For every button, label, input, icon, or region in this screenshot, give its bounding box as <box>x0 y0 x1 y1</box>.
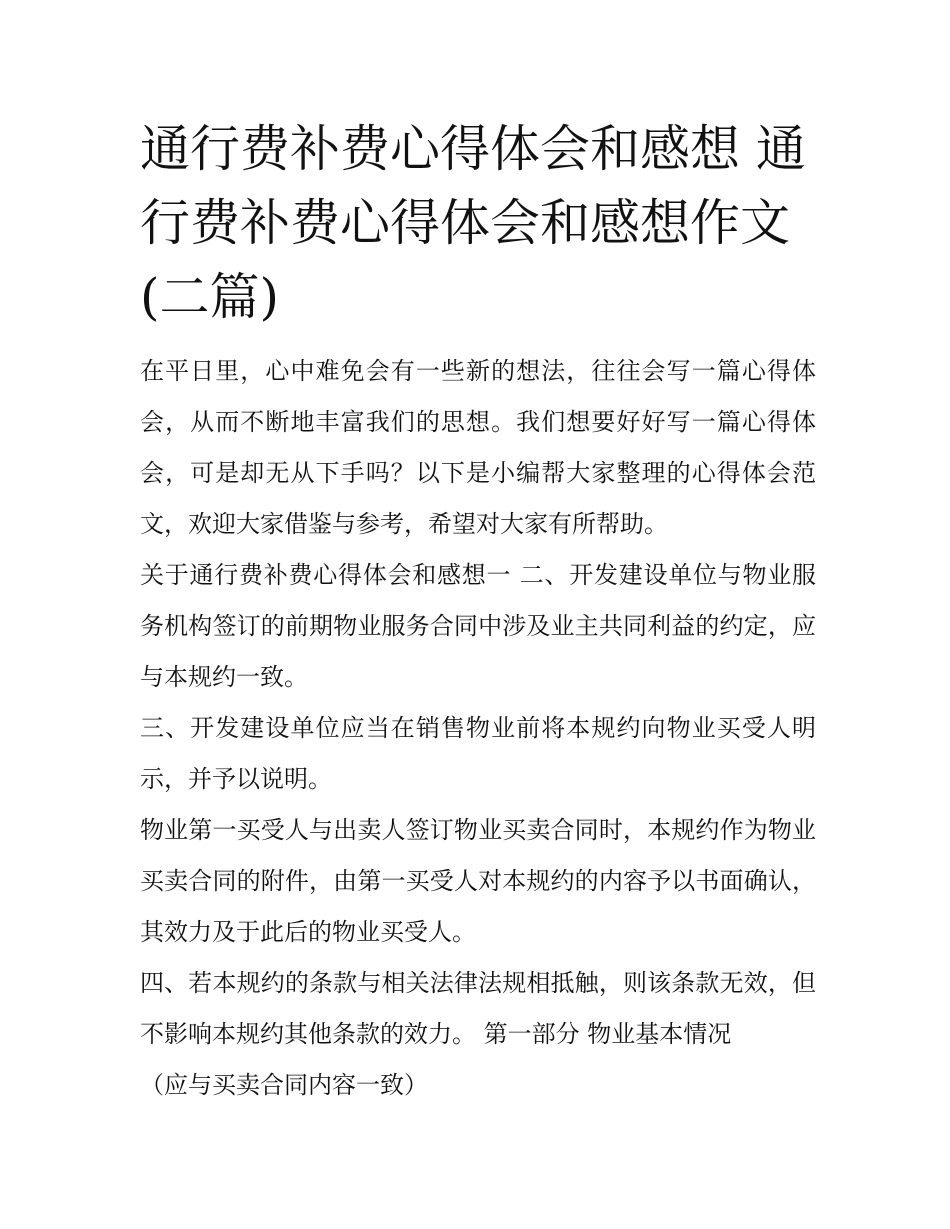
paragraph-note: （应与买卖合同内容一致） <box>140 1071 428 1099</box>
paragraph-clause-three: 三、开发建设单位应当在销售物业前将本规约向物业买受人明示，并予以说明。 <box>140 714 816 793</box>
paragraph-clause-four: 四、若本规约的条款与相关法律法规相抵触，则该条款无效，但不影响本规约其他条款的效力。 第一部分 物业基本情况 <box>140 969 816 1048</box>
paragraph-first-buyer: 物业第一买受人与出卖人签订物业买卖合同时，本规约作为物业买卖合同的附件，由第一买受人对本规约的内容予以书面确认，其效力及于此后的物业买受人。 <box>140 816 816 946</box>
document-page <box>140 112 816 1111</box>
paragraph-intro: 在平日里，心中难免会有一些新的想法，往往会写一篇心得体会，从而不断地丰富我们的思想。我们想要好好写一篇心得体会，可是却无从下手吗？以下是小编帮大家整理的心得体会范文，欢迎大家借鉴与参考，希望对大家有所帮助。 <box>140 357 816 538</box>
document-title: 通行费补费心得体会和感想 通行费补费心得体会和感想作文(二篇) <box>140 120 806 326</box>
paragraph-section-one: 关于通行费补费心得体会和感想一 二、开发建设单位与物业服务机构签订的前期物业服务合同中涉及业主共同利益的约定，应与本规约一致。 <box>140 561 816 691</box>
